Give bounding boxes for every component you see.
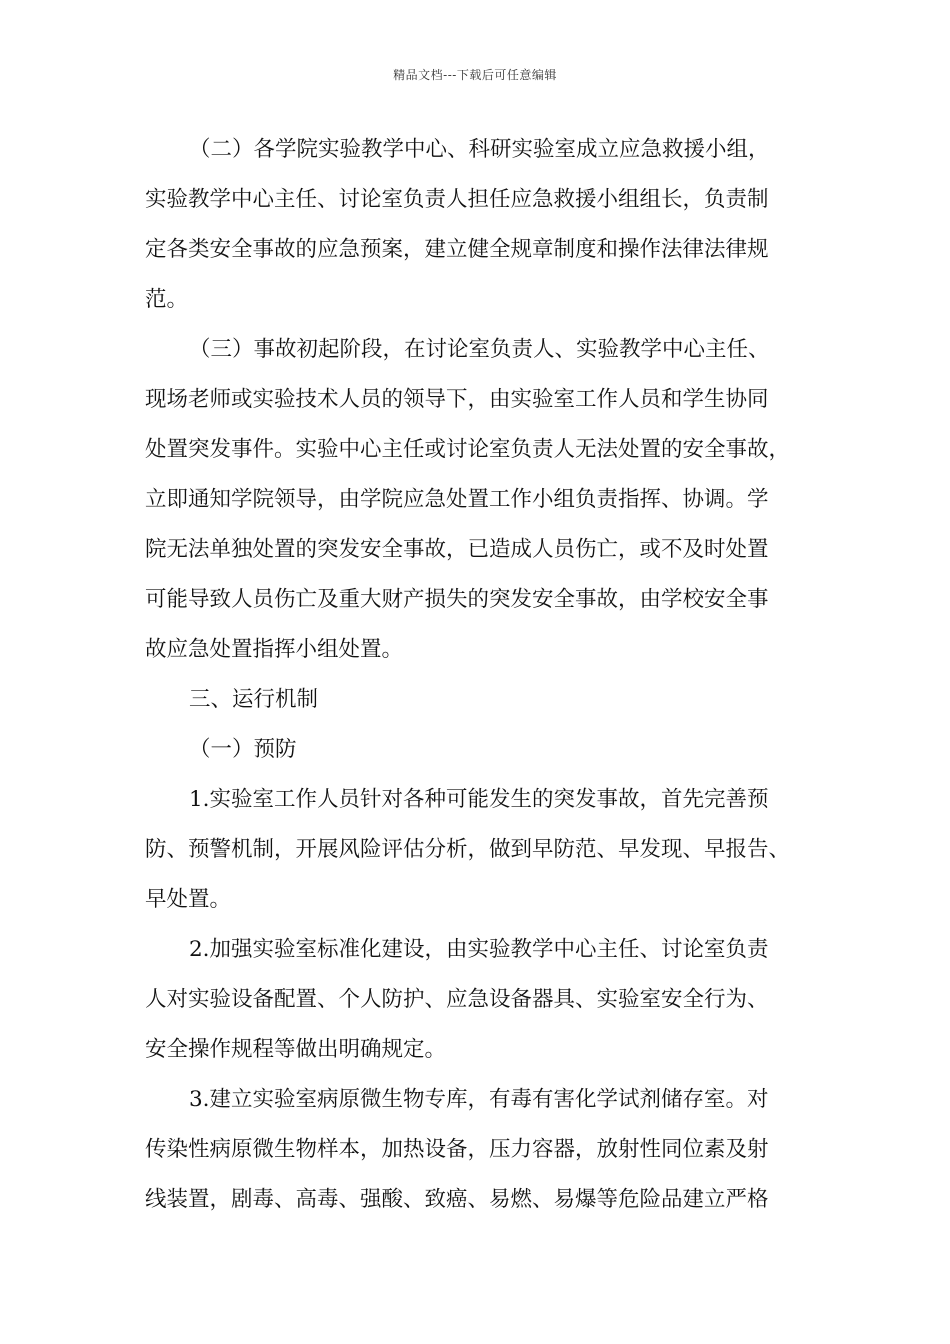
paragraph-line: 3.建立实验室病原微生物专库，有毒有害化学试剂储存室。对 [189,1087,769,1112]
paragraph-line: 可能导致人员伤亡及重大财产损失的突发安全事故，由学校安全事 [145,587,769,612]
paragraph-line: 防、预警机制，开展风险评估分析，做到早防范、早发现、早报告、 [145,837,791,862]
page-header: 精品文档---下载后可任意编辑 [393,68,557,82]
document-body [145,128,817,1228]
paragraph-line: 范。 [145,287,189,312]
paragraph-line: 人对实验设备配置、个人防护、应急设备器具、实验室安全行为、 [145,987,769,1012]
paragraph-line: 传染性病原微生物样本，加热设备，压力容器，放射性同位素及射 [145,1137,769,1162]
paragraph-line: 院无法单独处置的突发安全事故，已造成人员伤亡，或不及时处置 [145,537,769,562]
paragraph-line: 处置突发事件。实验中心主任或讨论室负责人无法处置的安全事故， [145,437,791,462]
paragraph-line: 定各类安全事故的应急预案，建立健全规章制度和操作法律法律规 [145,237,769,262]
section-heading: 三、运行机制 [189,687,319,712]
paragraph-line: 立即通知学院领导，由学院应急处置工作小组负责指挥、协调。学 [145,487,769,512]
paragraph-line: （三）事故初起阶段，在讨论室负责人、实验教学中心主任、 [189,337,770,362]
paragraph-line: 早处置。 [145,887,232,912]
subsection-heading: （一）预防 [189,737,297,762]
paragraph-line: 线装置，剧毒、高毒、强酸、致癌、易燃、易爆等危险品建立严格 [145,1187,769,1212]
paragraph-line: 安全操作规程等做出明确规定。 [145,1037,447,1062]
paragraph-line: 实验教学中心主任、讨论室负责人担任应急救援小组组长，负责制 [145,187,769,212]
paragraph-line: 故应急处置指挥小组处置。 [145,637,404,662]
paragraph-line: 1.实验室工作人员针对各种可能发生的突发事故，首先完善预 [189,787,769,812]
paragraph-line: 现场老师或实验技术人员的领导下，由实验室工作人员和学生协同 [145,387,769,412]
paragraph-line: 2.加强实验室标准化建设，由实验教学中心主任、讨论室负责 [189,937,769,962]
paragraph-line: （二）各学院实验教学中心、科研实验室成立应急救援小组， [189,137,770,162]
